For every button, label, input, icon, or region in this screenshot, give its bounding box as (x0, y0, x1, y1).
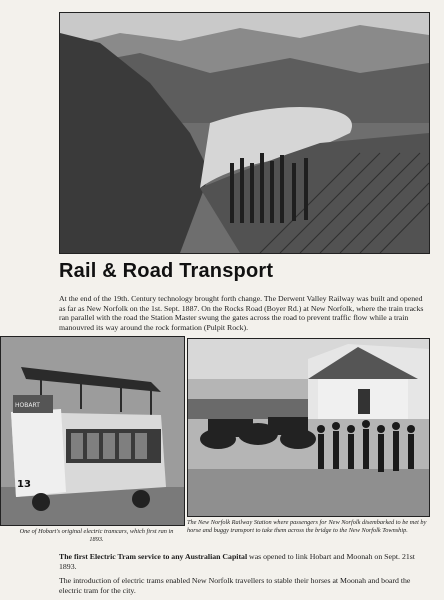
electric-tram-paragraph (59, 552, 429, 571)
tram-para-bold: The first Electric Tram service to any Australian Capital (59, 552, 248, 561)
electric-tram-photo (0, 336, 185, 526)
svg-text:13: 13 (17, 479, 31, 490)
svg-text:HOBART: HOBART (15, 402, 40, 409)
derwent-valley-landscape-photo (59, 12, 430, 254)
tram-photo-caption: One of Hobart's original electric tramcars, which first ran in 1893. (19, 528, 174, 543)
tram-para-rest: was opened to link Hobart and Moonah on Sept. 21st 1893. (59, 552, 415, 571)
intro-paragraph: At the end of the 19th. Century technology brought forth change. The Derwent Valley Railway was built and opened as far as New Norfolk on the 1st. Sept. 1887. On the Rocks Road (Boyer Rd.) at New Norfolk, where the train tracks ran parallel with the road the Station Master swung the gates across the road to prevent traffic flow while a train manouvred its way around the rock formation (Pulpit Rock). (59, 294, 424, 332)
station-photo-caption: The New Norfolk Railway Station where passengers for New Norfolk disembarked to be met by horse and buggy transport to take them across the bridge to the New Norfolk Township. (187, 519, 427, 534)
page-title: Rail & Road Transport (59, 260, 274, 282)
railway-station-photo (187, 338, 430, 517)
closing-paragraph: The introduction of electric trams enabled New Norfolk travellers to stable their horses at Moonah and board the electric tram for the city. (59, 576, 411, 595)
